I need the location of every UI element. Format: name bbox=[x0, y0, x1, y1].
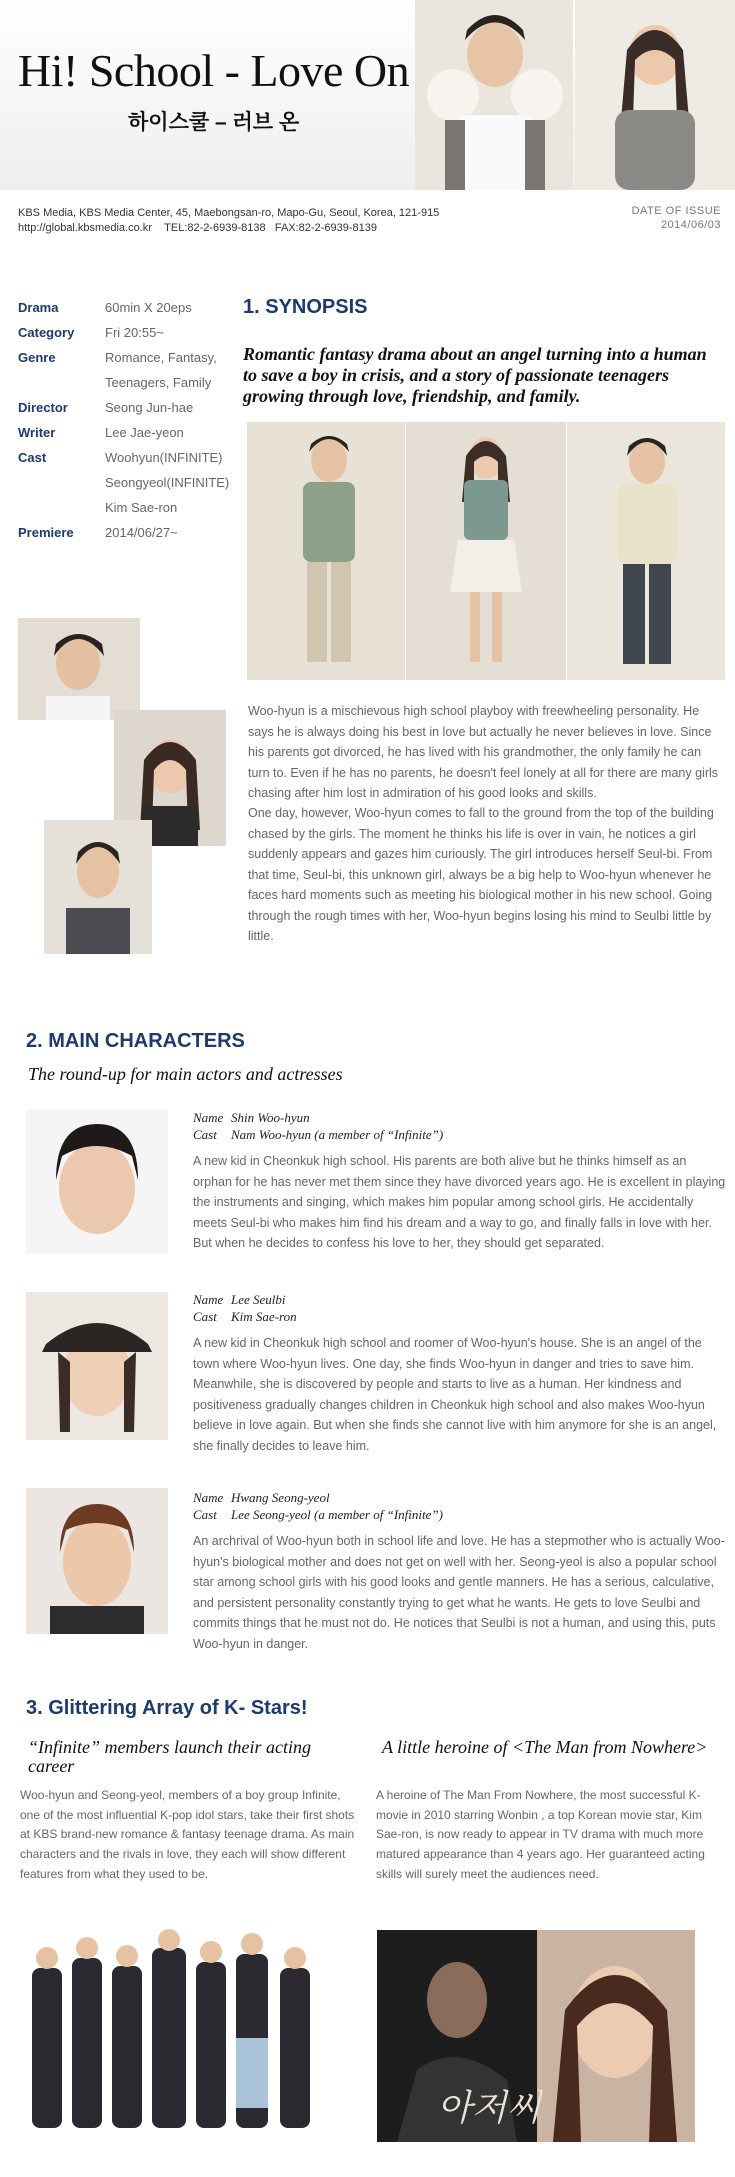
group-illustration bbox=[18, 1928, 336, 2140]
character-photo-seulbi bbox=[26, 1292, 168, 1440]
character-2-description: A new kid in Cheonkuk high school and roomer of Woo-hyun's house. She is an angel of the town where Woo-hyun lives. One day, she finds Woo-hyun in danger and tries to save him. Meanwhile, she is discovered by people and starts to live as a human. Her kindness and positiveness gradually changes children in Cheonkuk high school and also makes Woo-hyun believe in love again. But when she finds she cannot live with him anymore for she is an angel, she finally decides to leave him. bbox=[193, 1336, 717, 1453]
person-illustration bbox=[18, 618, 140, 720]
person-illustration bbox=[575, 0, 735, 190]
synopsis-lead: Romantic fantasy drama about an angel turning into a human to save a boy in crisis, and a story of passionate teenagers growing through love, friendship, and family. bbox=[243, 344, 707, 406]
characters-heading: 2. MAIN CHARACTERS bbox=[26, 1030, 245, 1052]
character-2-name-line: Name Lee Seulbi bbox=[193, 1292, 286, 1307]
character-2-cast-line: Cast Kim Sae-ron bbox=[193, 1309, 297, 1324]
website-link[interactable]: http://global.kbsmedia.co.kr bbox=[18, 222, 152, 234]
fax-text: FAX:82-2-6939-8139 bbox=[274, 222, 377, 234]
person-illustration bbox=[26, 1292, 168, 1440]
person-illustration bbox=[415, 0, 573, 190]
contact-info bbox=[18, 206, 439, 236]
issue-date: 2014/06/03 bbox=[660, 219, 721, 231]
poster-photo-saeron bbox=[575, 0, 735, 190]
character-photo-seongyeol bbox=[26, 1488, 168, 1634]
person-illustration bbox=[26, 1110, 168, 1254]
character-photo-woohyun bbox=[26, 1110, 168, 1254]
synopsis-photo-2 bbox=[406, 422, 566, 680]
svg-text:아저씨: 아저씨 bbox=[437, 2088, 542, 2128]
person-illustration bbox=[567, 422, 725, 680]
character-3-cast-line: Cast Lee Seong-yeol (a member of “Infinite”) bbox=[193, 1507, 443, 1522]
issue-label: DATE OF ISSUE bbox=[631, 205, 721, 217]
stars-left-title: “Infinite” members launch their acting career bbox=[28, 1737, 311, 1776]
collage-photo-1 bbox=[18, 618, 140, 720]
poster-photo-woohyun bbox=[415, 0, 573, 190]
korean-title: 하이스쿨 – 러브 온 bbox=[128, 111, 300, 134]
man-from-nowhere-poster bbox=[377, 1930, 695, 2142]
character-1-description: A new kid in Cheonkuk high school. His parents are both alive but he thinks himself as an orphan for he has never met them since they have divorced years ago. He is excellent in playing the instruments and singing, which makes him popular among school girls. He accidentally meets Seul-bi who makes him find his dream and a way to go, and finally falls in love with her. But when he decides to confess his love to her, they should get separated. bbox=[193, 1154, 726, 1250]
character-3-name-line: Name Hwang Seong-yeol bbox=[193, 1490, 330, 1505]
character-1-name-line: Name Shin Woo-hyun bbox=[193, 1110, 310, 1125]
person-illustration bbox=[406, 422, 566, 680]
tel-text: TEL:82-2-6939-8138 bbox=[164, 222, 266, 234]
address-text: KBS Media, KBS Media Center, 45, Maebongsan-ro, Mapo-Gu, Seoul, Korea, 121-915 bbox=[18, 207, 440, 219]
synopsis-photo-3 bbox=[567, 422, 725, 680]
stars-right-title: A little heroine of <The Man from Nowhere> bbox=[382, 1737, 708, 1757]
synopsis-paragraph-1: Woo-hyun is a mischievous high school playboy with freewheeling personality. He says he is always doing his best in love but actually he never believes in love. Since his parents got divorced, he has lived with his grandmother, the only family he can turn to. Even if he has no parents, he doesn't feel lonely at all for there are many girls chasing after him lost in admiration of his good looks and skills. bbox=[248, 704, 719, 800]
infinite-group-photo bbox=[18, 1928, 336, 2140]
issue-date-block bbox=[632, 204, 721, 232]
person-illustration bbox=[44, 820, 152, 954]
page-title: Hi! School - Love On bbox=[18, 45, 410, 96]
stars-right-body: A heroine of The Man From Nowhere, the most successful K-movie in 2010 starring Wonbin , a top Korean movie star, Kim Sae-ron, is now ready to appear in TV drama with much more matured appearance than 4 years ago. Her guaranteed acting skills will surely meet the audiences need. bbox=[376, 1788, 705, 1881]
stars-left-body: Woo-hyun and Seong-yeol, members of a boy group Infinite, one of the most influential K-pop idol stars, take their first shots at KBS brand-new romance & fantasy teenage drama. As main characters and the rivals in love, they each will show different features from what they used to be. bbox=[20, 1788, 355, 1881]
synopsis-paragraph-2: One day, however, Woo-hyun comes to fall to the ground from the top of the building chased by the girls. The moment he thinks his life is over in vain, he notices a girl suddenly appears and gazes him curiously. The girl introduces herself Seul-bi. From that time, Seul-bi, this unknown girl, always be a big help to Woo-hyun whenever he faces hard moments such as meeting his biological mother in his new school. Going through the rough times with her, Woo-hyun begins losing his mind to Seulbi little by little. bbox=[248, 806, 714, 943]
person-illustration bbox=[26, 1488, 168, 1634]
collage-photo-3 bbox=[44, 820, 152, 954]
movie-poster-illustration bbox=[377, 1930, 695, 2142]
character-1-cast-line: Cast Nam Woo-hyun (a member of “Infinite”) bbox=[193, 1127, 444, 1142]
synopsis-photo-1 bbox=[247, 422, 405, 680]
character-3-description: An archrival of Woo-hyun both in school life and love. He has a stepmother who is actually Woo-hyun's biological mother and does not get on well with her. Seong-yeol is also a popular school star among school girls with his good looks and gentle manners. He has a serious, calculative, and persistent personality constantly trying to get what he wants. He gets to love Seulbi and commits things that he must not do. He notices that Seulbi is not a human, and using this, puts Woo-hyun in danger. bbox=[193, 1534, 725, 1651]
synopsis-heading: 1. SYNOPSIS bbox=[243, 296, 368, 318]
characters-subtitle: The round-up for main actors and actresses bbox=[28, 1064, 343, 1084]
stars-heading: 3. Glittering Array of K- Stars! bbox=[26, 1697, 308, 1719]
person-illustration bbox=[247, 422, 405, 680]
